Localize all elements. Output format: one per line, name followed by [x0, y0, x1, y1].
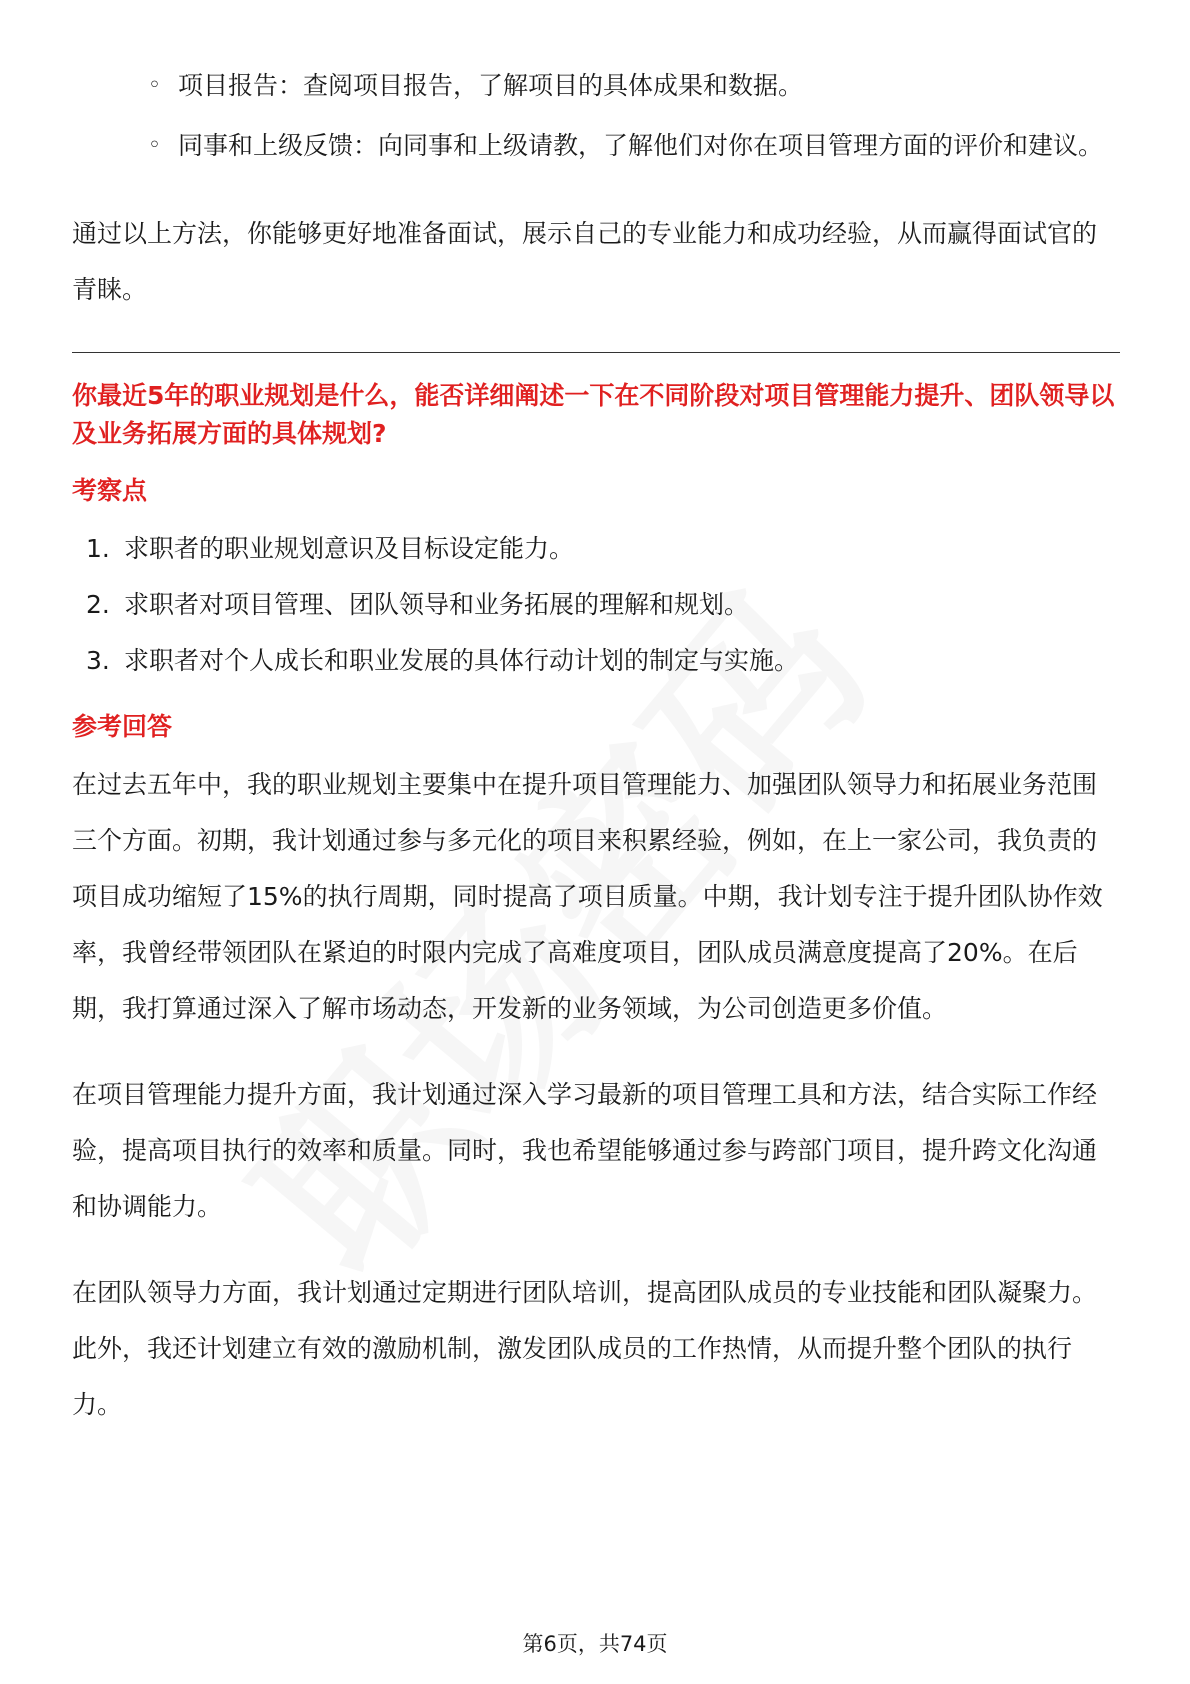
summary-paragraph: 通过以上方法，你能够更好地准备面试，展示自己的专业能力和成功经验，从而赢得面试官的青睐。	[72, 219, 1098, 304]
list-number: 1.	[86, 534, 110, 563]
focus-list	[72, 521, 1120, 689]
bullet-marker: ◦	[148, 133, 161, 158]
bullet-text: 同事和上级反馈：向同事和上级请教，了解他们对你在项目管理方面的评价和建议。	[178, 131, 1104, 160]
list-number: 2.	[86, 590, 110, 619]
list-item	[72, 633, 1120, 689]
list-text: 求职者对个人成长和职业发展的具体行动计划的制定与实施。	[124, 646, 800, 675]
list-item	[72, 521, 1120, 577]
bullet-list	[72, 58, 1120, 174]
list-item	[72, 577, 1120, 633]
divider	[72, 352, 1120, 353]
page-footer: 第6页，共74页	[522, 1632, 668, 1656]
answer-heading: 参考回答	[72, 712, 173, 741]
answer-paragraph: 在团队领导力方面，我计划通过定期进行团队培训，提高团队成员的专业技能和团队凝聚力。此外，我还计划建立有效的激励机制，激发团队成员的工作热情，从而提升整个团队的执行力。	[72, 1278, 1098, 1419]
list-text: 求职者对项目管理、团队领导和业务拓展的理解和规划。	[124, 590, 750, 619]
list-number: 3.	[86, 646, 110, 675]
bullet-marker: ◦	[148, 73, 161, 98]
list-text: 求职者的职业规划意识及目标设定能力。	[124, 534, 575, 563]
answer-paragraph: 在过去五年中，我的职业规划主要集中在提升项目管理能力、加强团队领导力和拓展业务范围三个方面。初期，我计划通过参与多元化的项目来积累经验，例如，在上一家公司，我负责的项目成功缩短了15%的执行周期，同时提高了项目质量。中期，我计划专注于提升团队协作效率，我曾经带领团队在紧迫的时限内完成了高难度项目，团队成员满意度提高了20%。在后期，我打算通过深入了解市场动态，开发新的业务领域，为公司创造更多价值。	[72, 770, 1103, 1023]
list-item	[72, 58, 1120, 114]
question-title: 你最近5年的职业规划是什么，能否详细阐述一下在不同阶段对项目管理能力提升、团队领导以及业务拓展方面的具体规划?	[72, 381, 1115, 448]
document-page	[72, 58, 1120, 1433]
list-item	[72, 118, 1120, 174]
bullet-text: 项目报告：查阅项目报告，了解项目的具体成果和数据。	[178, 71, 804, 100]
focus-heading: 考察点	[72, 476, 148, 505]
answer-paragraph: 在项目管理能力提升方面，我计划通过深入学习最新的项目管理工具和方法，结合实际工作经验，提高项目执行的效率和质量。同时，我也希望能够通过参与跨部门项目，提升跨文化沟通和协调能力。	[72, 1080, 1098, 1221]
